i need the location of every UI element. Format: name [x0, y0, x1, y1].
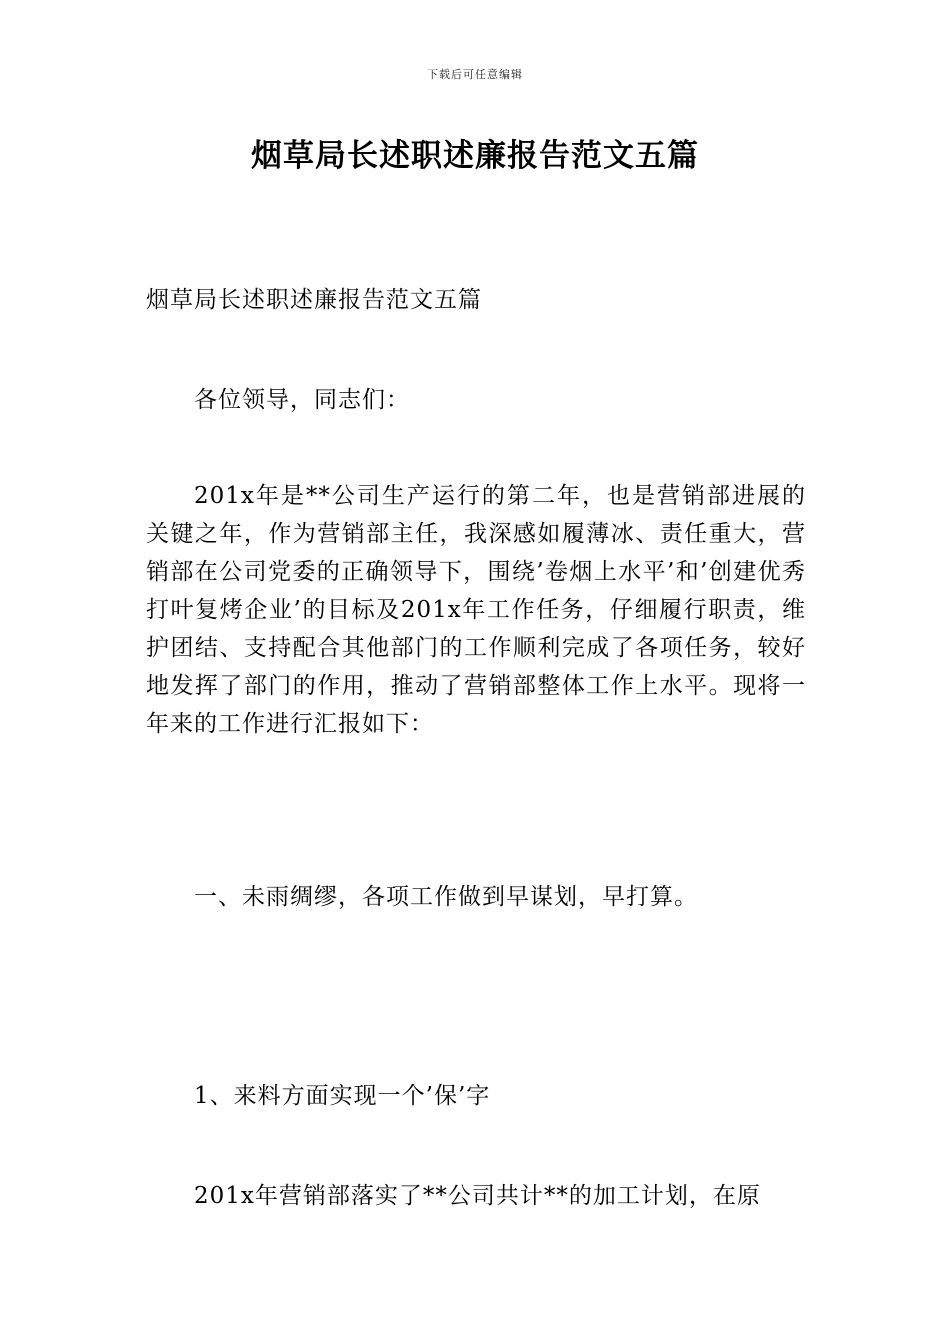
- document-subtitle: 烟草局长述职述廉报告范文五篇: [146, 287, 482, 313]
- header-note: 下载后可任意编辑: [427, 68, 523, 81]
- document-title: 烟草局长述职述廉报告范文五篇: [251, 138, 699, 174]
- body-paragraph: 201x年营销部落实了**公司共计**的加工计划，在原: [194, 1183, 761, 1209]
- body-paragraph: 201x年是**公司生产运行的第二年，也是营销部进展的关键之年，作为营销部主任，我深感如履薄冰、责任重大，营销部在公司党委的正确领导下，围绕’卷烟上水平’和’创建优秀打叶复烤企业’的目标及201x年工作任务，仔细履行职责，维护团结、支持配合其他部门的工作顺利完成了各项任务，较好地发挥了部门的作用，推动了营销部整体工作上水平。现将一年来的工作进行汇报如下：: [146, 483, 806, 737]
- list-item-heading: 1、来料方面实现一个’保’字: [194, 1083, 491, 1109]
- salutation: 各位领导，同志们：: [194, 387, 410, 413]
- section-heading: 一、未雨绸缪，各项工作做到早谋划，早打算。: [194, 884, 698, 910]
